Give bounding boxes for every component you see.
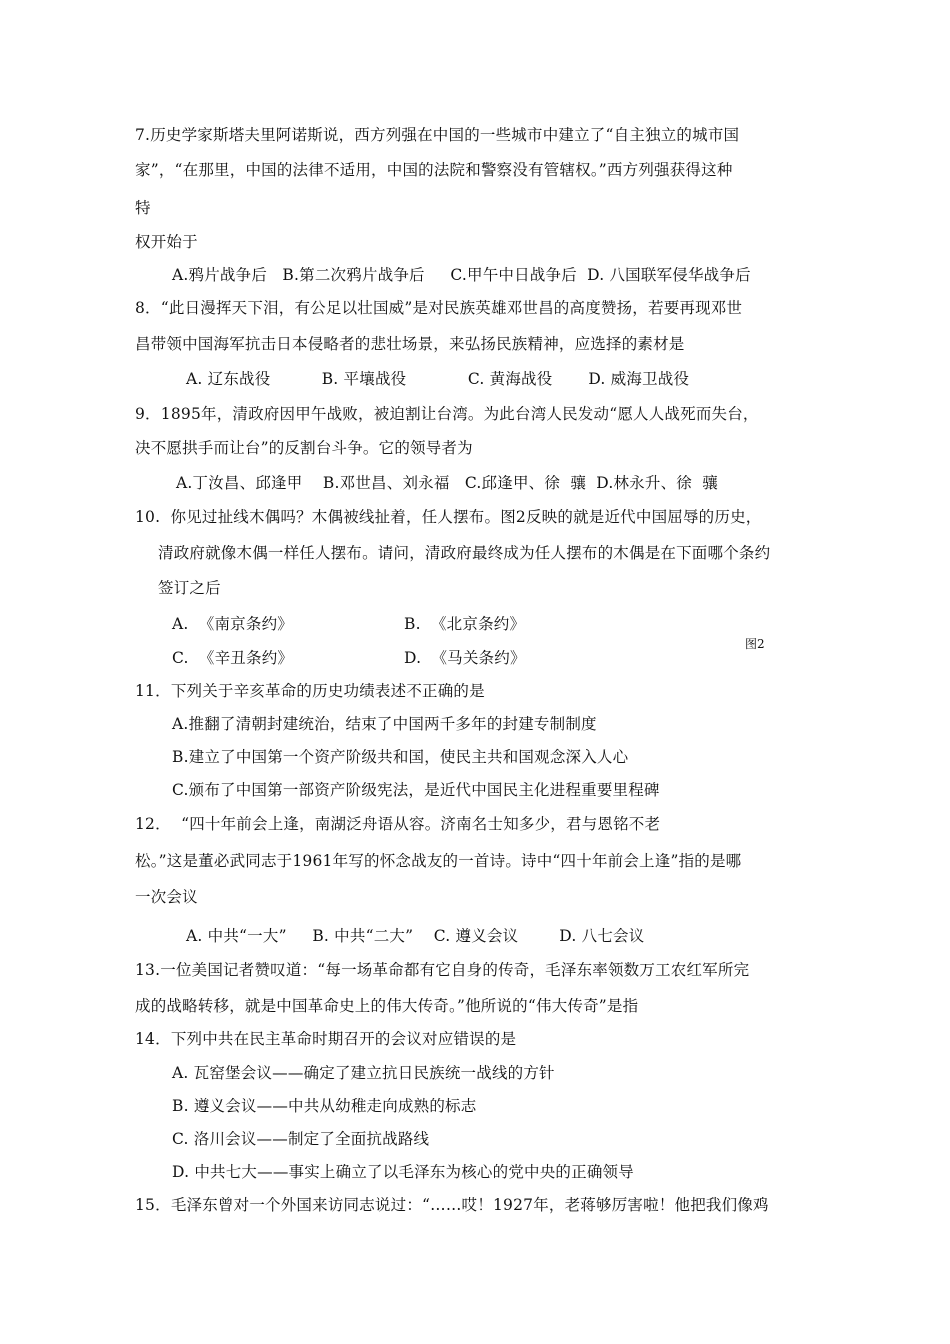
q9-stem-line-2: 决不愿拱手而让台”的反割台斗争。它的领导者为 (135, 439, 473, 457)
q9-stem-line-1: 9．1895年，清政府因甲午战败，被迫割让台湾。为此台湾人民发动“愿人人战死而失台， (135, 405, 759, 423)
figure-2-label: 图2 (745, 637, 765, 651)
q14-option-b: B. 遵义会议——中共从幼稚走向成熟的标志 (172, 1097, 477, 1115)
q12-stem-line-2: 松。”这是董必武同志于1961年写的怀念战友的一首诗。诗中“四十年前会上逢”指的是哪 (135, 852, 742, 870)
q10-stem-line-3: 签订之后 (158, 579, 221, 597)
q8-stem-line-2: 昌带领中国海军抗击日本侵略者的悲壮场景，来弘扬民族精神，应选择的素材是 (135, 335, 685, 353)
q7-stem-line-4: 权开始于 (135, 233, 198, 251)
q13-stem-line-1: 13.一位美国记者赞叹道：“每一场革命都有它自身的传奇，毛泽东率领数万工农红军所完 (135, 961, 750, 979)
q15-stem-line-1: 15．毛泽东曾对一个外国来访同志说过：“……哎！1927年，老蒋够厉害啦！他把我们像鸡 (135, 1196, 769, 1214)
q10-stem-line-1: 10. 你见过扯线木偶吗？木偶被线扯着，任人摆布。图2反映的就是近代中国屈辱的历史， (135, 508, 762, 526)
q14-option-c: C. 洛川会议——制定了全面抗战路线 (172, 1130, 430, 1148)
q11-option-c: C.颁布了中国第一部资产阶级宪法，是近代中国民主化进程重要里程碑 (172, 781, 660, 799)
q10-stem-line-2: 清政府就像木偶一样任人摆布。请问，清政府最终成为任人摆布的木偶是在下面哪个条约 (158, 544, 771, 562)
q10-option-a: A. 《南京条约》 (172, 615, 293, 633)
q11-option-b: B.建立了中国第一个资产阶级共和国，使民主共和国观念深入人心 (172, 748, 629, 766)
q8-options: A. 辽东战役 B. 平壤战役 C. 黄海战役 D. 威海卫战役 (186, 370, 690, 388)
q7-stem-line-2: 家”，“在那里，中国的法律不适用，中国的法院和警察没有管辖权。”西方列强获得这种 (135, 161, 733, 179)
q14-option-d: D. 中共七大——事实上确立了以毛泽东为核心的党中央的正确领导 (172, 1163, 634, 1181)
q8-stem-line-1: 8．“此日漫挥天下泪，有公足以壮国威”是对民族英雄邓世昌的高度赞扬，若要再现邓世 (135, 299, 743, 317)
q14-option-a: A. 瓦窑堡会议——确定了建立抗日民族统一战线的方针 (172, 1064, 555, 1082)
q10-option-c: C. 《辛丑条约》 (172, 649, 294, 667)
q10-option-d: D. 《马关条约》 (404, 649, 526, 667)
q11-option-a: A.推翻了清朝封建统治，结束了中国两千多年的封建专制制度 (172, 715, 597, 733)
q9-options: A.丁汝昌、邱逢甲 B.邓世昌、刘永福 C.邱逢甲、徐 骧 D.林永升、徐 骧 (176, 474, 718, 492)
q10-option-b: B. 《北京条约》 (404, 615, 526, 633)
q11-stem: 11．下列关于辛亥革命的历史功绩表述不正确的是 (135, 682, 485, 700)
q7-stem-line-1: 7.历史学家斯塔夫里阿诺斯说，西方列强在中国的一些城市中建立了“自主独立的城市国 (135, 126, 740, 144)
q14-stem: 14．下列中共在民主革命时期召开的会议对应错误的是 (135, 1030, 517, 1048)
q13-stem-line-2: 成的战略转移，就是中国革命史上的伟大传奇。”他所说的“伟大传奇”是指 (135, 997, 639, 1015)
q12-stem-line-1: 12． “四十年前会上逢，南湖泛舟语从容。济南名士知多少，君与恩铭不老 (135, 815, 661, 833)
q7-stem-line-3: 特 (135, 199, 151, 217)
q12-stem-line-3: 一次会议 (135, 888, 198, 906)
q12-options: A. 中共“一大” B. 中共“二大” C. 遵义会议 D. 八七会议 (186, 927, 645, 945)
q7-options: A.鸦片战争后 B.第二次鸦片战争后 C.甲午中日战争后 D. 八国联军侵华战争后 (172, 266, 751, 284)
